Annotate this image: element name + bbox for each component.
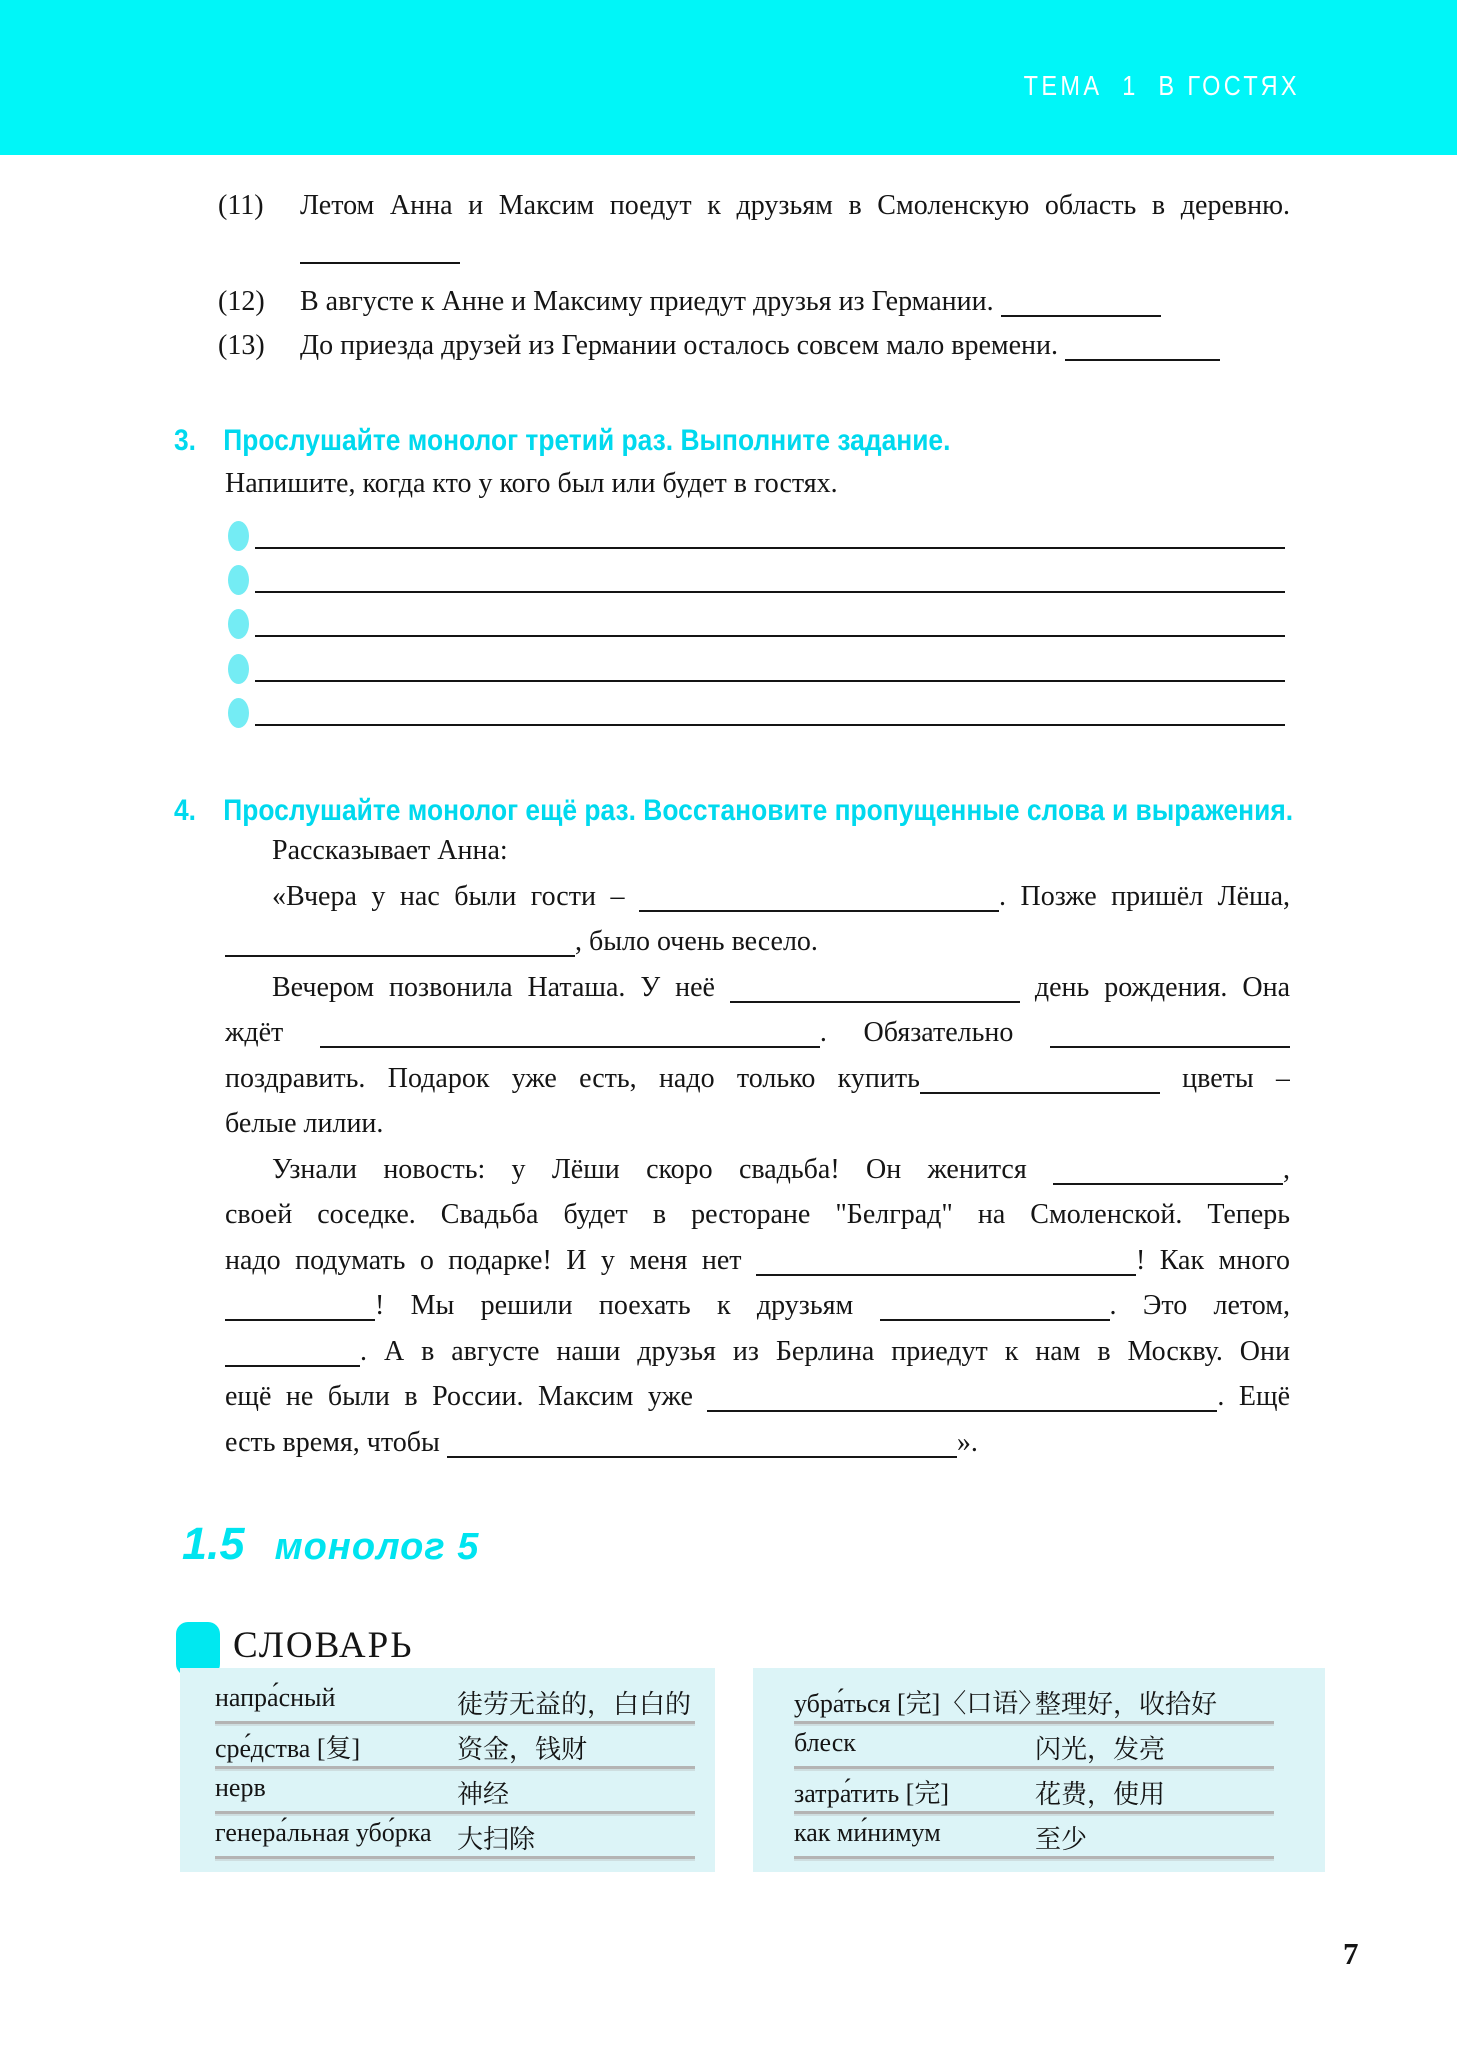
monolog-line: Узнали новость: у Лёши скоро свадьба! Он женится ,	[272, 1153, 1290, 1185]
vocab-row	[753, 1724, 1325, 1769]
answer-blank	[707, 1410, 1217, 1412]
section-3-heading	[174, 424, 1265, 458]
answer-row	[228, 563, 1285, 593]
monolog-line: «Вчера у нас были гости – . Позже пришёл Лёша,	[272, 880, 1290, 912]
item-number: (12)	[218, 286, 265, 317]
section-title: Прослушайте монолог ещё раз. Восстановите пропущенные слова и выражения.	[223, 794, 1294, 827]
vocab-translation: 至少	[1035, 1825, 1088, 1854]
item-text: В августе к Анне и Максиму приедут друзья из Германии.	[300, 284, 1290, 320]
exercise-item-12	[218, 284, 1290, 320]
monolog-line: ждёт . Обязательно	[225, 1010, 1290, 1056]
vocab-row	[753, 1814, 1325, 1859]
section-3-instruction: Напишите, когда кто у кого был или будет в гостях.	[225, 468, 838, 499]
answer-line	[255, 591, 1285, 593]
monolog-line: . А в августе наши друзья из Берлина приедут к нам в Москву. Они	[225, 1329, 1290, 1375]
lesson-number: 1.5	[182, 1518, 245, 1569]
answer-row	[228, 607, 1285, 637]
answer-blank	[1050, 1046, 1290, 1048]
bullet-icon	[228, 654, 249, 684]
section-number: 4.	[174, 794, 197, 827]
section-number: 3.	[174, 424, 197, 457]
lesson-title: монолог 5	[274, 1526, 480, 1568]
vocab-translation: 花费，使用	[1035, 1780, 1166, 1809]
vocab-row	[753, 1769, 1325, 1814]
vocab-translation: 大扫除	[457, 1825, 536, 1854]
answer-blank	[225, 1365, 360, 1367]
item-text: Летом Анна и Максим поедут к друзьям в Смоленскую область в деревню.	[300, 190, 1290, 221]
vocab-translation: 徒劳无益的，白白的	[457, 1690, 692, 1719]
monolog-line: Рассказывает Анна:	[272, 835, 508, 866]
vocab-word: убра́ться [完]〈口语〉	[794, 1689, 1045, 1718]
vocab-row	[180, 1814, 715, 1859]
page-header-band	[0, 0, 1457, 155]
lesson-heading	[182, 1518, 479, 1570]
answer-blank	[756, 1274, 1136, 1276]
monolog-line: ещё не были в России. Максим уже . Ещё	[225, 1381, 1290, 1412]
divider	[215, 1856, 695, 1859]
answer-blank	[639, 910, 999, 912]
monolog-line: есть время, чтобы ».	[225, 1426, 978, 1458]
answer-line	[255, 635, 1285, 637]
answer-row	[228, 519, 1285, 549]
vocab-translation: 闪光，发亮	[1035, 1735, 1166, 1764]
vocab-word: генера́льная убо́рка	[215, 1818, 432, 1847]
vocabulary-panel-right	[753, 1668, 1325, 1872]
answer-blank	[320, 1046, 820, 1048]
answer-blank	[447, 1456, 957, 1458]
monolog-line: поздравить. Подарок уже есть, надо только купить цветы –	[225, 1062, 1290, 1094]
monolog-line: ! Мы решили поехать к друзьям . Это летом,	[225, 1283, 1290, 1329]
answer-blank	[225, 955, 575, 957]
item-number: (11)	[218, 190, 264, 221]
answer-blank	[1001, 315, 1161, 317]
answer-line	[300, 262, 460, 264]
answer-blank	[1065, 359, 1220, 361]
vocab-row	[180, 1769, 715, 1814]
vocab-word: блеск	[794, 1728, 856, 1757]
answer-row	[228, 652, 1285, 682]
bullet-icon	[228, 565, 249, 595]
chapter-title: ТЕМА 1 В ГОСТЯХ	[1023, 70, 1300, 101]
answer-row	[228, 696, 1285, 726]
answer-blank	[880, 1319, 1110, 1321]
vocab-word: как ми́нимум	[794, 1818, 941, 1847]
answer-blank	[1053, 1183, 1283, 1185]
vocab-row	[180, 1679, 715, 1724]
answer-line	[255, 680, 1285, 682]
section-4-heading	[174, 794, 1294, 828]
monolog-cloze-text	[225, 828, 1290, 1465]
monolog-line: надо подумать о подарке! И у меня нет ! Как много	[225, 1244, 1290, 1276]
answer-line	[255, 547, 1285, 549]
item-number: (13)	[218, 330, 265, 361]
vocabulary-panel-left	[180, 1668, 715, 1872]
vocab-word: напра́сный	[215, 1683, 336, 1712]
bullet-icon	[228, 521, 249, 551]
vocabulary-title: СЛОВАРЬ	[233, 1625, 414, 1666]
monolog-line: белые лилии.	[225, 1108, 384, 1139]
bullet-icon	[228, 698, 249, 728]
page-number: 7	[1343, 1936, 1359, 1971]
vocab-translation: 神经	[457, 1780, 510, 1809]
vocab-word: сре́дства [复]	[215, 1734, 361, 1763]
vocab-translation: 资金，钱财	[457, 1735, 588, 1764]
monolog-line: своей соседке. Свадьба будет в ресторане "Белград" на Смоленской. Теперь	[225, 1199, 1290, 1230]
vocab-row	[753, 1679, 1325, 1724]
answer-blank	[920, 1092, 1160, 1094]
vocab-row	[180, 1724, 715, 1769]
section-title: Прослушайте монолог третий раз. Выполните задание.	[223, 424, 951, 457]
vocab-word: нерв	[215, 1773, 266, 1802]
divider	[794, 1856, 1274, 1859]
bullet-icon	[228, 609, 249, 639]
monolog-line: , было очень весело.	[225, 919, 1290, 965]
item-text: До приезда друзей из Германии осталось совсем мало времени.	[300, 328, 1290, 364]
exercise-item-11	[218, 188, 1290, 224]
monolog-line: Вечером позвонила Наташа. У неё день рождения. Она	[272, 971, 1290, 1003]
answer-blank	[225, 1319, 375, 1321]
vocab-translation: 整理好，收拾好	[1035, 1690, 1218, 1719]
exercise-item-13	[218, 328, 1290, 364]
vocab-word: затра́тить [完]	[794, 1779, 949, 1808]
answer-blank	[730, 1001, 1020, 1003]
answer-line	[255, 724, 1285, 726]
